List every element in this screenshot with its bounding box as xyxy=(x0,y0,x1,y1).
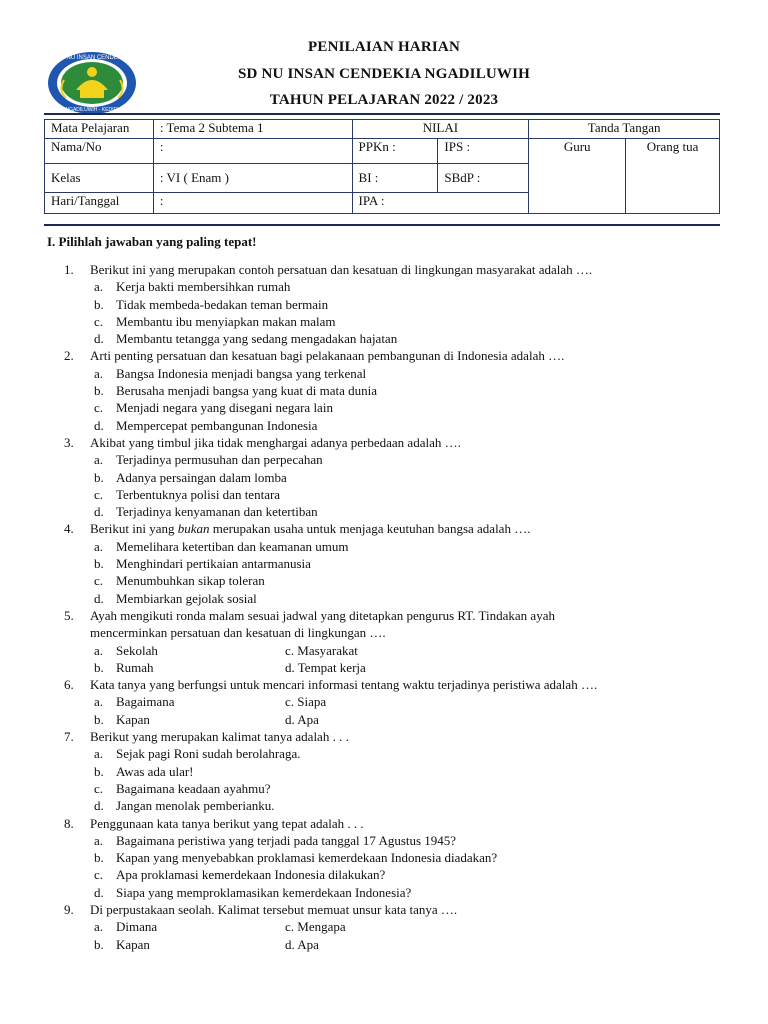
parent-label: Orang tua xyxy=(646,139,699,154)
question-7 xyxy=(0,728,768,745)
school-name: SD NU INSAN CENDEKIA NGADILUWIH xyxy=(237,66,531,82)
question-number: 1. xyxy=(64,262,74,277)
option-d[interactable]: d. Apa xyxy=(285,936,319,952)
school-year: TAHUN PELAJARAN 2022 / 2023 xyxy=(269,92,499,108)
question-2 xyxy=(0,347,768,364)
option-b[interactable]: b. Awas ada ular! xyxy=(94,763,194,779)
question-3 xyxy=(0,434,768,451)
option-b[interactable]: b. Kapan yang menyebabkan proklamasi kemerdekaan Indonesia diadakan? xyxy=(94,850,498,866)
question-number: 8. xyxy=(64,815,74,831)
ppkn-score: PPKn : xyxy=(352,139,438,164)
signature-header: Tanda Tangan xyxy=(529,120,720,139)
question-text: Kata tanya yang berfungsi untuk mencari informasi tentang waktu terjadinya peristiwa adalah …. xyxy=(90,677,598,693)
question-text: Berikut ini yang merupakan contoh persatuan dan kesatuan di lingkungan masyarakat adalah …. xyxy=(90,262,593,277)
name-value: : xyxy=(153,139,352,164)
option-d[interactable]: d. Jangan menolak pemberianku. xyxy=(94,798,275,814)
option-c[interactable]: c. Bagaimana keadaan ayahmu? xyxy=(94,780,271,796)
question-text: Arti penting persatuan dan kesatuan bagi pelakanaan pembangunan di Indonesia adalah …. xyxy=(90,348,565,364)
question-text: Berikut yang merupakan kalimat tanya adalah . . . xyxy=(90,729,349,745)
option-a[interactable]: a. Bangsa Indonesia menjadi bangsa yang terkenal xyxy=(94,365,367,381)
option-row-ac[interactable]: a. Dimana c. Mengapa xyxy=(94,919,346,935)
logo-text-bottom: NGADILUWIH - KEDIRI xyxy=(65,107,119,113)
option-a[interactable]: a. Bagaimana peristiwa yang terjadi pada tanggal 17 Agustus 1945? xyxy=(94,832,457,848)
question-text: Ayah mengikuti ronda malam sesuai jadwal yang ditetapkan pengurus RT. Tindakan ayah xyxy=(90,607,555,623)
option-a[interactable]: a. Memelihara ketertiban dan keamanan umum xyxy=(94,538,349,554)
class-value: : VI ( Enam ) xyxy=(153,164,352,193)
header xyxy=(0,0,768,118)
date-label: Hari/Tanggal xyxy=(45,193,154,214)
option-c[interactable]: c. Mengapa xyxy=(285,919,346,935)
option-b[interactable]: Kapan xyxy=(116,936,150,952)
logo-text-top: SD NU INSAN CENDEKIA xyxy=(56,55,128,61)
section-title: I. Pilihlah jawaban yang paling tepat! xyxy=(47,234,257,249)
question-9 xyxy=(0,901,768,918)
option-c[interactable]: c. Menjadi negara yang disegani negara lain xyxy=(94,400,333,416)
class-label: Kelas xyxy=(45,164,154,193)
question-text: Akibat yang timbul jika tidak menghargai adanya perbedaan adalah …. xyxy=(90,434,461,450)
option-d[interactable]: d. Membantu tetangga yang sedang mengadakan hajatan xyxy=(94,331,398,347)
option-b[interactable]: b. Adanya persaingan dalam lomba xyxy=(94,469,287,485)
guru-label: Guru xyxy=(563,139,591,154)
option-row-bd[interactable]: b. Kapan d. Apa xyxy=(94,936,319,952)
option-c[interactable]: c. Membantu ibu menyiapkan makan malam xyxy=(94,313,336,329)
question-6 xyxy=(0,676,768,693)
option-c[interactable]: c. Menumbuhkan sikap toleran xyxy=(94,573,265,589)
option-c[interactable]: c. Apa proklamasi kemerdekaan Indonesia dilakukan? xyxy=(94,867,386,883)
table-divider xyxy=(44,224,720,226)
option-b[interactable]: b. Berusaha menjadi bangsa yang kuat di mata dunia xyxy=(94,383,378,399)
question-5 xyxy=(0,607,768,624)
option-d[interactable]: d. Apa xyxy=(285,711,319,727)
ipa-score: IPA : xyxy=(352,193,529,214)
question-number: 6. xyxy=(64,677,74,693)
option-c[interactable]: c. Siapa xyxy=(285,694,327,710)
question-number: 7. xyxy=(64,729,74,745)
option-c[interactable]: c. Terbentuknya polisi dan tentara xyxy=(94,486,281,502)
name-label: Nama/No xyxy=(45,139,154,164)
sbdp-score: SBdP : xyxy=(438,164,529,193)
option-a[interactable]: Bagaimana xyxy=(116,694,175,710)
question-list xyxy=(0,261,768,953)
question-text: Di perpustakaan seolah. Kalimat tersebut memuat unsur kata tanya …. xyxy=(90,901,458,917)
option-a[interactable]: Sekolah xyxy=(116,642,158,658)
question-text-continued: mencerminkan persatuan dan kesatuan di lingkungan …. xyxy=(90,625,386,641)
option-a[interactable]: a. Kerja bakti membersihkan rumah xyxy=(94,279,291,295)
option-b[interactable]: b. Menghindari pertikaian antarmanusia xyxy=(94,556,311,572)
option-row-ac[interactable]: a. Sekolah c. Masyarakat xyxy=(94,642,358,658)
question-8 xyxy=(0,815,768,832)
nilai-header: NILAI xyxy=(352,120,529,139)
option-d[interactable]: d. Siapa yang memproklamasikan kemerdekaan Indonesia? xyxy=(94,884,412,900)
page-title: PENILAIAN HARIAN xyxy=(308,39,460,55)
header-divider xyxy=(44,113,720,115)
question-1 xyxy=(0,261,768,278)
option-a[interactable]: a. Sejak pagi Roni sudah berolahraga. xyxy=(94,746,301,762)
option-c[interactable]: c. Masyarakat xyxy=(285,642,358,658)
question-text: Penggunaan kata tanya berikut yang tepat adalah . . . xyxy=(90,815,364,831)
option-b[interactable]: Kapan xyxy=(116,711,150,727)
question-text: Berikut ini yang bukan merupakan usaha untuk menjaga keutuhan bangsa adalah …. xyxy=(90,521,531,537)
option-row-bd[interactable]: b. Kapan d. Apa xyxy=(94,711,319,727)
option-d[interactable]: d. Mempercepat pembangunan Indonesia xyxy=(94,417,318,433)
option-d[interactable]: d. Tempat kerja xyxy=(285,659,366,675)
option-row-bd[interactable]: b. Rumah d. Tempat kerja xyxy=(94,659,366,675)
option-b[interactable]: Rumah xyxy=(116,659,154,675)
question-number: 4. xyxy=(64,521,74,537)
option-d[interactable]: d. Membiarkan gejolak sosial xyxy=(94,590,257,606)
option-b[interactable]: b. Tidak membeda-bedakan teman bermain xyxy=(94,296,329,312)
option-a[interactable]: Dimana xyxy=(116,919,158,935)
ips-score: IPS : xyxy=(438,139,529,164)
question-number: 2. xyxy=(64,348,74,364)
date-value: : xyxy=(153,193,352,214)
question-4 xyxy=(0,520,768,537)
question-number: 3. xyxy=(64,434,74,450)
teacher-signature-box xyxy=(529,139,626,214)
subject-value: : Tema 2 Subtema 1 xyxy=(153,120,352,139)
option-d[interactable]: d. Terjadinya kenyamanan dan ketertiban xyxy=(94,504,318,520)
subject-label: Mata Pelajaran xyxy=(45,120,154,139)
bi-score: BI : xyxy=(352,164,438,193)
option-a[interactable]: a. Terjadinya permusuhan dan perpecahan xyxy=(94,452,323,468)
question-number: 5. xyxy=(64,607,74,623)
question-number: 9. xyxy=(64,901,74,917)
parent-signature-box xyxy=(626,139,720,214)
option-row-ac[interactable]: a. Bagaimana c. Siapa xyxy=(94,694,327,710)
student-info-table xyxy=(44,119,720,214)
